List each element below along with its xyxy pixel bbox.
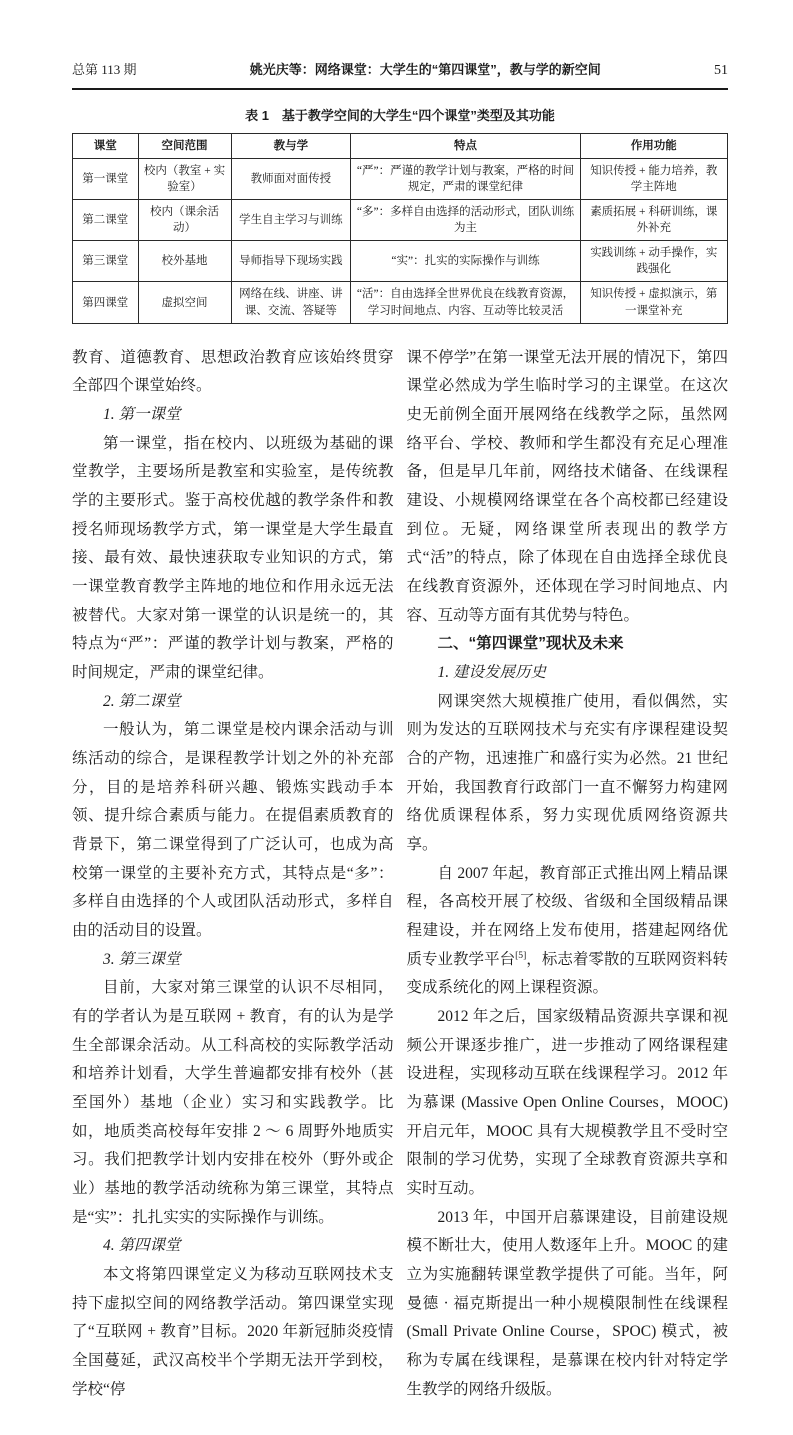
text-run: 第一课堂，指在校内、以班级为基础的课堂教学，主要场所是教室和实验室，是传统教学的主要形式。鉴于高校优越的教学条件和教授名师现场教学方式，第一课堂是大学生最直接、最有效、最快速获取专业知识的方式，第一课堂教育教学主阵地的地位和作用永远无法被替代。大家对第一课堂的认识是统一的，其特点为“严”：严谨的教学计划与教案，严格的时间规定，严肃的课堂纪律。	[72, 434, 394, 682]
paragraph	[72, 430, 394, 688]
table-body	[73, 158, 728, 323]
table-cell: “实”：扎实的实际操作与训练	[351, 241, 580, 282]
right-column	[407, 344, 729, 1405]
issue-number: 总第 113 期	[72, 62, 137, 77]
table-cell: “活”：自由选择全世界优良在线教育资源，学习时间地点、内容、互动等比较灵活	[351, 282, 580, 323]
table-cell: 素质拓展 + 科研训练，课外补充	[580, 200, 727, 241]
header-rule	[72, 88, 728, 90]
text-run: 目前，大家对第三课堂的认识不尽相同，有的学者认为是互联网 + 教育，有的认为是学生全部课余活动。从工科高校的实际教学活动和培养计划看，大学生普遍都安排有校外（甚至国外）基地（企业）实习和实践教学。比如，地质类高校每年安排 2 ～ 6 周野外地质实习。我们把教学计划内安排在校外（野外或企业）基地的教学活动统称为第三课堂，其特点是“实”：扎扎实实的实际操作与训练。	[72, 979, 394, 1226]
courses-table	[72, 133, 728, 324]
text-run: 2012 年之后，国家级精品资源共享课和视频公开课逐步推广，进一步推动了网络课程建设进程，实现移动互联在线课程学习。2012 年为慕课 (Massive Open Online Courses，MOOC) 开启元年，MOOC 具有大规模教学且不受时空限制的学习优势，实现了全球教育资源共享和实时互动。	[406, 1008, 728, 1198]
text-run: 一般认为，第二课堂是校内课余活动与训练活动的综合，是课程教学计划之外的补充部分，目的是培养科研兴趣、锻炼实践动手本领、提升综合素质与能力。在提倡素质教育的背景下，第二课堂得到了广泛认可，也成为高校第一课堂的主要补充方式，其特点是“多”：多样自由选择的个人或团队活动形式，多样自由的活动目的设置。	[72, 721, 394, 940]
table-cell: “严”：严谨的教学计划与教案，严格的时间规定，严肃的课堂纪律	[351, 158, 580, 199]
running-title: 姚光庆等：网络课堂：大学生的“第四课堂”，教与学的新空间	[249, 62, 601, 77]
text-run: 1. 第一课堂	[103, 405, 181, 423]
table-cell: 教师面对面传授	[231, 158, 351, 199]
table-cell: 第三课堂	[73, 241, 139, 282]
table-cell: 知识传授 + 虚拟演示，第一课堂补充	[580, 282, 727, 323]
subheading	[407, 659, 729, 688]
text-run: 自 2007 年起，教育部正式推出网上精品课程，各高校开展了校级、省级和全国级精品课程建设，并在网络上发布使用，搭建起网络优质专业教学平台	[406, 864, 728, 968]
table-cell: 第一课堂	[73, 158, 139, 199]
table-cell: 虚拟空间	[138, 282, 231, 323]
table-cell: 校内（课余活动）	[138, 200, 231, 241]
table-cell: 导师指导下现场实践	[231, 241, 351, 282]
text-run: 网课突然大规模推广使用，看似偶然，实则为发达的互联网技术与充实有序课程建设契合的产物，迅速推广和盛行实为必然。21 世纪开始，我国教育行政部门一直不懈努力构建网络优质课程体系，努力实现优质网络资源共享。	[406, 692, 728, 854]
table-header-cell: 空间范围	[138, 133, 231, 158]
text-run: 1. 建设发展历史	[437, 664, 547, 682]
paragraph	[72, 1261, 394, 1404]
table-header-row	[73, 133, 728, 158]
paragraph	[407, 344, 729, 631]
subheading	[72, 401, 394, 430]
subheading	[72, 946, 394, 975]
page-header	[72, 62, 728, 80]
table-row	[73, 241, 728, 282]
table-caption: 表 1 基于教学空间的大学生“四个课堂”类型及其功能	[245, 107, 555, 123]
table-cell: 网络在线、讲座、讲课、交流、答疑等	[231, 282, 351, 323]
subheading	[72, 1232, 394, 1261]
page-number: 51	[714, 63, 728, 78]
table-header-cell: 课堂	[73, 133, 139, 158]
paragraph	[407, 1204, 729, 1405]
paragraph	[407, 688, 729, 860]
text-run: 2. 第二课堂	[103, 692, 181, 710]
table-cell: 知识传授 + 能力培养，教学主阵地	[580, 158, 727, 199]
table-header-cell: 教与学	[231, 133, 351, 158]
paragraph	[72, 974, 394, 1232]
table-head	[73, 133, 728, 158]
table-row	[73, 200, 728, 241]
text-run: 课不停学”在第一课堂无法开展的情况下，第四课堂必然成为学生临时学习的主课堂。在这次史无前例全面开展网络在线教学之际，虽然网络平台、学校、教师和学生都没有充足心理准备，但是早几年前，网络技术储备、在线课程建设、小规模网络课堂在各个高校都已经建设到位。无疑，网络课堂所表现出的教学方式“活”的特点，除了体现在自由选择全球优良在线教育资源外，还体现在学习时间地点、内容、互动等方面有其优势与特色。	[406, 348, 728, 624]
text-run: 3. 第三课堂	[103, 950, 181, 968]
text-run: ，标志着零散的互联网资料转变成系统化的网上课程资源。	[406, 950, 728, 997]
table-cell: 第二课堂	[73, 200, 139, 241]
table-cell: 校外基地	[138, 241, 231, 282]
paragraph	[72, 344, 394, 401]
table-cell: 实践训练 + 动手操作，实践强化	[580, 241, 727, 282]
subheading	[72, 688, 394, 717]
table-row	[73, 282, 728, 323]
left-column	[72, 344, 394, 1405]
paragraph	[407, 1003, 729, 1204]
article-body	[72, 344, 728, 1405]
table-row	[73, 158, 728, 199]
paragraph	[72, 716, 394, 945]
citation-superscript: [5]	[515, 949, 527, 961]
text-run: 本文将第四课堂定义为移动互联网技术支持下虚拟空间的网络教学活动。第四课堂实现了“互联网 + 教育”目标。2020 年新冠肺炎疫情全国蔓延，武汉高校半个学期无法开学到校，学校“停	[72, 1266, 394, 1398]
table-cell: “多”：多样自由选择的活动形式，团队训练为主	[351, 200, 580, 241]
text-run: 4. 第四课堂	[103, 1237, 181, 1255]
text-run: 二、“第四课堂”现状及未来	[437, 635, 624, 653]
text-run: 2013 年，中国开启慕课建设，目前建设规模不断壮大，使用人数逐年上升。MOOC 的建立为实施翻转课堂教学提供了可能。当年，阿曼德 · 福克斯提出一种小规模限制性在线课程 (Small Private Online Course，SPOC) 模式，被称为专属在线课程，是慕课在校内针对特定学生教学的网络升级版。	[406, 1208, 728, 1398]
text-run: 教育、道德教育、思想政治教育应该始终贯穿全部四个课堂始终。	[72, 348, 394, 395]
table-cell: 校内（教室 + 实验室）	[138, 158, 231, 199]
section-heading	[407, 630, 729, 659]
paragraph	[407, 860, 729, 1003]
table-cell: 学生自主学习与训练	[231, 200, 351, 241]
table-header-cell: 作用功能	[580, 133, 727, 158]
table-cell: 第四课堂	[73, 282, 139, 323]
table-header-cell: 特点	[351, 133, 580, 158]
